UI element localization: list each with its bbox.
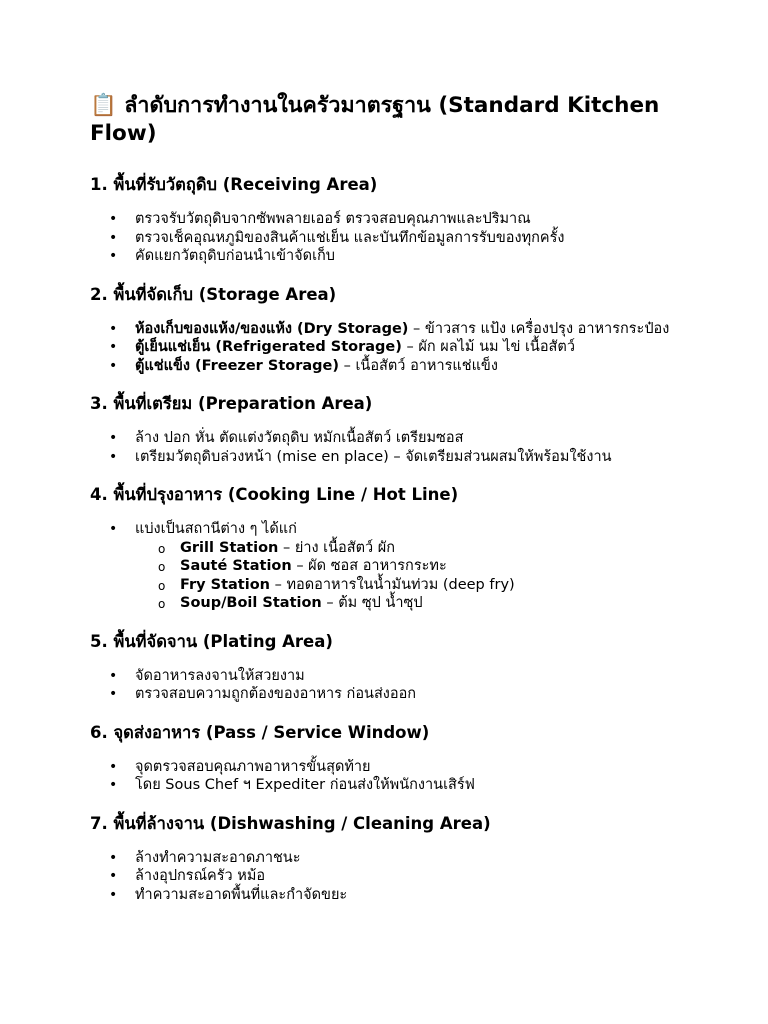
list-item: • ตรวจรับวัตถุดิบจากซัพพลายเออร์ ตรวจสอบคุณภาพและปริมาณ <box>90 210 708 229</box>
item-label: ตู้แช่แข็ง (Freezer Storage) <box>135 357 339 374</box>
section-heading: 4. พื้นที่ปรุงอาหาร (Cooking Line / Hot Line) <box>90 485 459 504</box>
bullet-list <box>90 758 708 795</box>
list-item: • ทำความสะอาดพื้นที่และกำจัดขยะ <box>90 886 708 905</box>
station-name: Sauté Station <box>180 558 292 574</box>
station-item <box>90 594 708 613</box>
section-spacer <box>90 613 708 631</box>
item-label: ตู้เย็นแช่เย็น (Refrigerated Storage) <box>135 339 402 355</box>
bullet-list <box>90 210 708 266</box>
section-heading: 7. พื้นที่ล้างจาน (Dishwashing / Cleaning Area) <box>90 813 491 833</box>
section-heading: 2. พื้นที่จัดเก็บ (Storage Area) <box>90 284 337 304</box>
item-label: ห้องเก็บของแห้ง/ของแห้ง (Dry Storage) <box>135 320 409 337</box>
sections-container <box>90 174 708 922</box>
section-6 <box>90 722 708 813</box>
list-item: • เตรียมวัตถุดิบล่วงหน้า (mise en place) – จัดเตรียมส่วนผสมให้พร้อมใช้งาน <box>90 448 708 467</box>
section-heading: 5. พื้นที่จัดจาน (Plating Area) <box>90 631 333 651</box>
section-spacer <box>90 795 708 813</box>
station-name: Soup/Boil Station <box>180 595 322 611</box>
station-list <box>90 539 708 613</box>
item-text: – เนื้อสัตว์ อาหารแช่แข็ง <box>339 357 498 374</box>
document-title: 📋 ลำดับการทำงานในครัวมาตรฐาน (Standard Kitchen Flow) <box>90 93 660 146</box>
list-item: • จัดอาหารลงจานให้สวยงาม <box>90 667 708 686</box>
bullet-list <box>90 429 708 466</box>
station-item <box>90 557 708 576</box>
section-heading: 1. พื้นที่รับวัตถุดิบ (Receiving Area) <box>90 175 378 194</box>
station-name: Fry Station <box>180 576 270 593</box>
section-spacer <box>90 704 708 722</box>
list-item <box>90 320 708 339</box>
section-spacer <box>90 466 708 484</box>
station-list-wrapper <box>90 539 708 613</box>
bullet-list <box>90 849 708 905</box>
station-desc: – ทอดอาหารในน้ำมันท่วม (deep fry) <box>269 576 515 593</box>
item-text: – ผัก ผลไม้ นม ไข่ เนื้อสัตว์ <box>401 339 575 355</box>
station-desc: – ผัด ซอส อาหารกระทะ <box>291 558 447 574</box>
section-3 <box>90 393 708 484</box>
section-7 <box>90 813 708 923</box>
list-item <box>90 357 708 376</box>
section-spacer <box>90 375 708 393</box>
section-spacer <box>90 266 708 284</box>
bullet-list <box>90 667 708 704</box>
list-item: • ตรวจเช็คอุณหภูมิของสินค้าแช่เย็น และบันทึกข้อมูลการรับของทุกครั้ง <box>90 229 708 248</box>
station-name: Grill Station <box>180 539 279 556</box>
section-1 <box>90 174 708 284</box>
list-item: • โดย Sous Chef ฯ Expediter ก่อนส่งให้พนักงานเสิร์ฟ <box>90 776 708 795</box>
section-spacer <box>90 904 708 922</box>
list-item: • ตรวจสอบความถูกต้องของอาหาร ก่อนส่งออก <box>90 685 708 704</box>
list-item: • จุดตรวจสอบคุณภาพอาหารขั้นสุดท้าย <box>90 758 708 777</box>
list-item: • คัดแยกวัตถุดิบก่อนนำเข้าจัดเก็บ <box>90 247 708 266</box>
bullet-list <box>90 320 708 376</box>
list-item: • ล้าง ปอก หั่น ตัดแต่งวัตถุดิบ หมักเนื้อสัตว์ เตรียมซอส <box>90 429 708 448</box>
list-item <box>90 338 708 357</box>
section-heading: 6. จุดส่งอาหาร (Pass / Service Window) <box>90 722 430 742</box>
bullet-list <box>90 520 708 613</box>
station-desc: – ย่าง เนื้อสัตว์ ผัก <box>278 539 396 556</box>
list-item: • ล้างทำความสะอาดภาชนะ <box>90 849 708 868</box>
station-item <box>90 539 708 558</box>
section-heading: 3. พื้นที่เตรียม (Preparation Area) <box>90 394 373 413</box>
list-item: • แบ่งเป็นสถานีต่าง ๆ ได้แก่ <box>90 520 708 539</box>
station-desc: – ต้ม ซุป น้ำซุป <box>321 595 423 611</box>
section-2 <box>90 284 708 394</box>
station-item <box>90 576 708 595</box>
list-item: • ล้างอุปกรณ์ครัว หม้อ <box>90 867 708 886</box>
section-4 <box>90 484 708 631</box>
section-5 <box>90 631 708 722</box>
item-text: – ข้าวสาร แป้ง เครื่องปรุง อาหารกระป๋อง <box>408 320 670 337</box>
